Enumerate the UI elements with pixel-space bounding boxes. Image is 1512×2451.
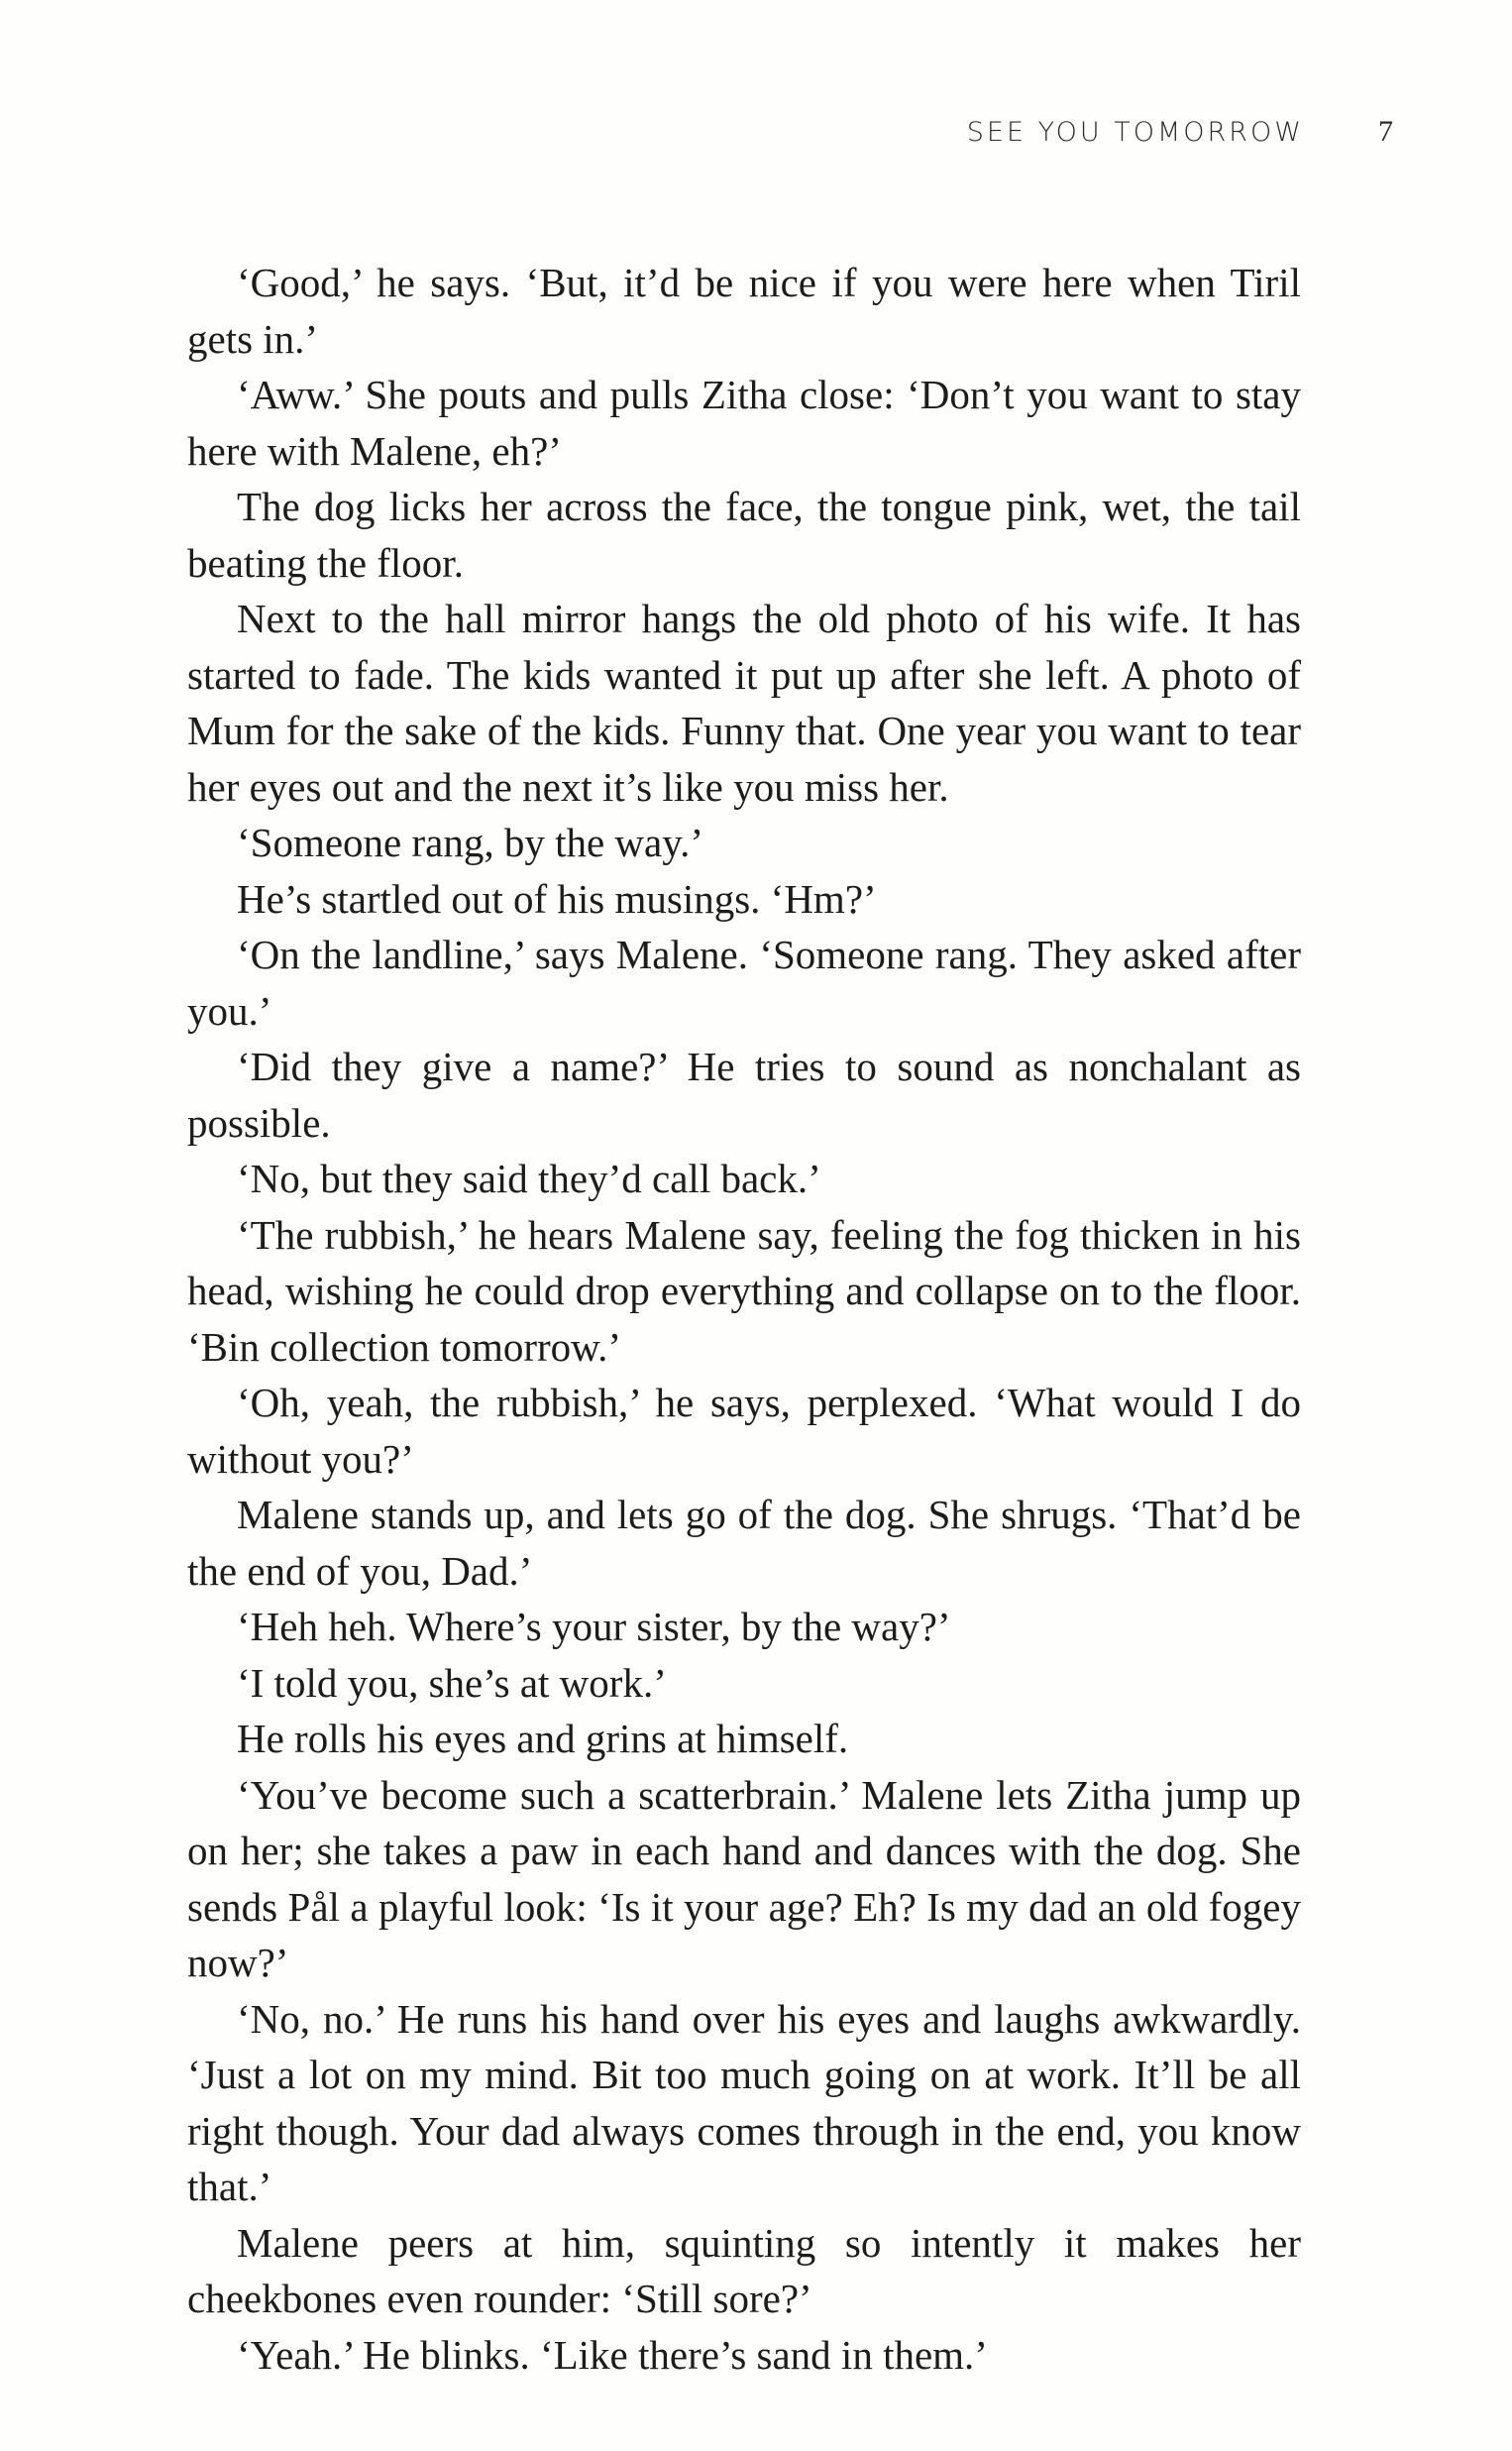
- paragraph: ‘Aww.’ She pouts and pulls Zitha close: ‘Don’t you want to stay here with Malene, eh?’: [187, 372, 1301, 474]
- paragraph: He rolls his eyes and grins at himself.: [237, 1716, 849, 1761]
- paragraph: The dog licks her across the face, the tongue pink, wet, the tail beating the floor.: [187, 484, 1301, 586]
- paragraph: ‘On the landline,’ says Malene. ‘Someone rang. They asked after you.’: [187, 932, 1301, 1034]
- paragraph: He’s startled out of his musings. ‘Hm?’: [237, 875, 877, 922]
- paragraph: ‘No, but they said they’d call back.’: [237, 1156, 821, 1201]
- body-text: [187, 255, 1301, 2383]
- paragraph: ‘Heh heh. Where’s your sister, by the way?’: [237, 1604, 951, 1649]
- page-number: 7: [1378, 115, 1393, 148]
- paragraph: Malene stands up, and lets go of the dog. She shrugs. ‘That’d be the end of you, Dad.’: [187, 1492, 1301, 1594]
- paragraph: ‘Oh, yeah, the rubbish,’ he says, perplexed. ‘What would I do without you?’: [187, 1380, 1301, 1482]
- paragraph: ‘Good,’ he says. ‘But, it’d be nice if you were here when Tiril gets in.’: [187, 260, 1301, 362]
- paragraph: ‘I told you, she’s at work.’: [237, 1659, 667, 1706]
- paragraph: ‘No, no.’ He runs his hand over his eyes and laughs awkwardly. ‘Just a lot on my mind. Bit too much going on at work. It’ll be all right though. Your dad always comes through in the end, you know that.’: [187, 1995, 1301, 2209]
- paragraph: ‘The rubbish,’ he hears Malene say, feeling the fog thicken in his head, wishing he could drop everything and collapse on to the floor. ‘Bin collection tomorrow.’: [187, 1211, 1301, 1370]
- paragraph: ‘Someone rang, by the way.’: [237, 820, 703, 865]
- paragraph: ‘Did they give a name?’ He tries to sound as nonchalant as possible.: [187, 1044, 1301, 1146]
- paragraph: Next to the hall mirror hangs the old photo of his wife. It has started to fade. The kids wanted it put up after she left. A photo of Mum for the sake of the kids. Funny that. One year you want to tear her eyes out and the next it’s like you miss her.: [187, 596, 1301, 810]
- paragraph: ‘Yeah.’ He blinks. ‘Like there’s sand in them.’: [237, 2331, 988, 2378]
- paragraph: ‘You’ve become such a scatterbrain.’ Malene lets Zitha jump up on her; she takes a paw in each hand and dances with the dog. She sends Pål a playful look: ‘Is it your age? Eh? Is my dad an old fogey now?’: [187, 1771, 1301, 1985]
- running-head: SEE YOU TOMORROW: [966, 117, 1304, 148]
- paragraph: Malene peers at him, squinting so intently it makes her cheekbones even rounder: ‘Still sore?’: [187, 2219, 1301, 2321]
